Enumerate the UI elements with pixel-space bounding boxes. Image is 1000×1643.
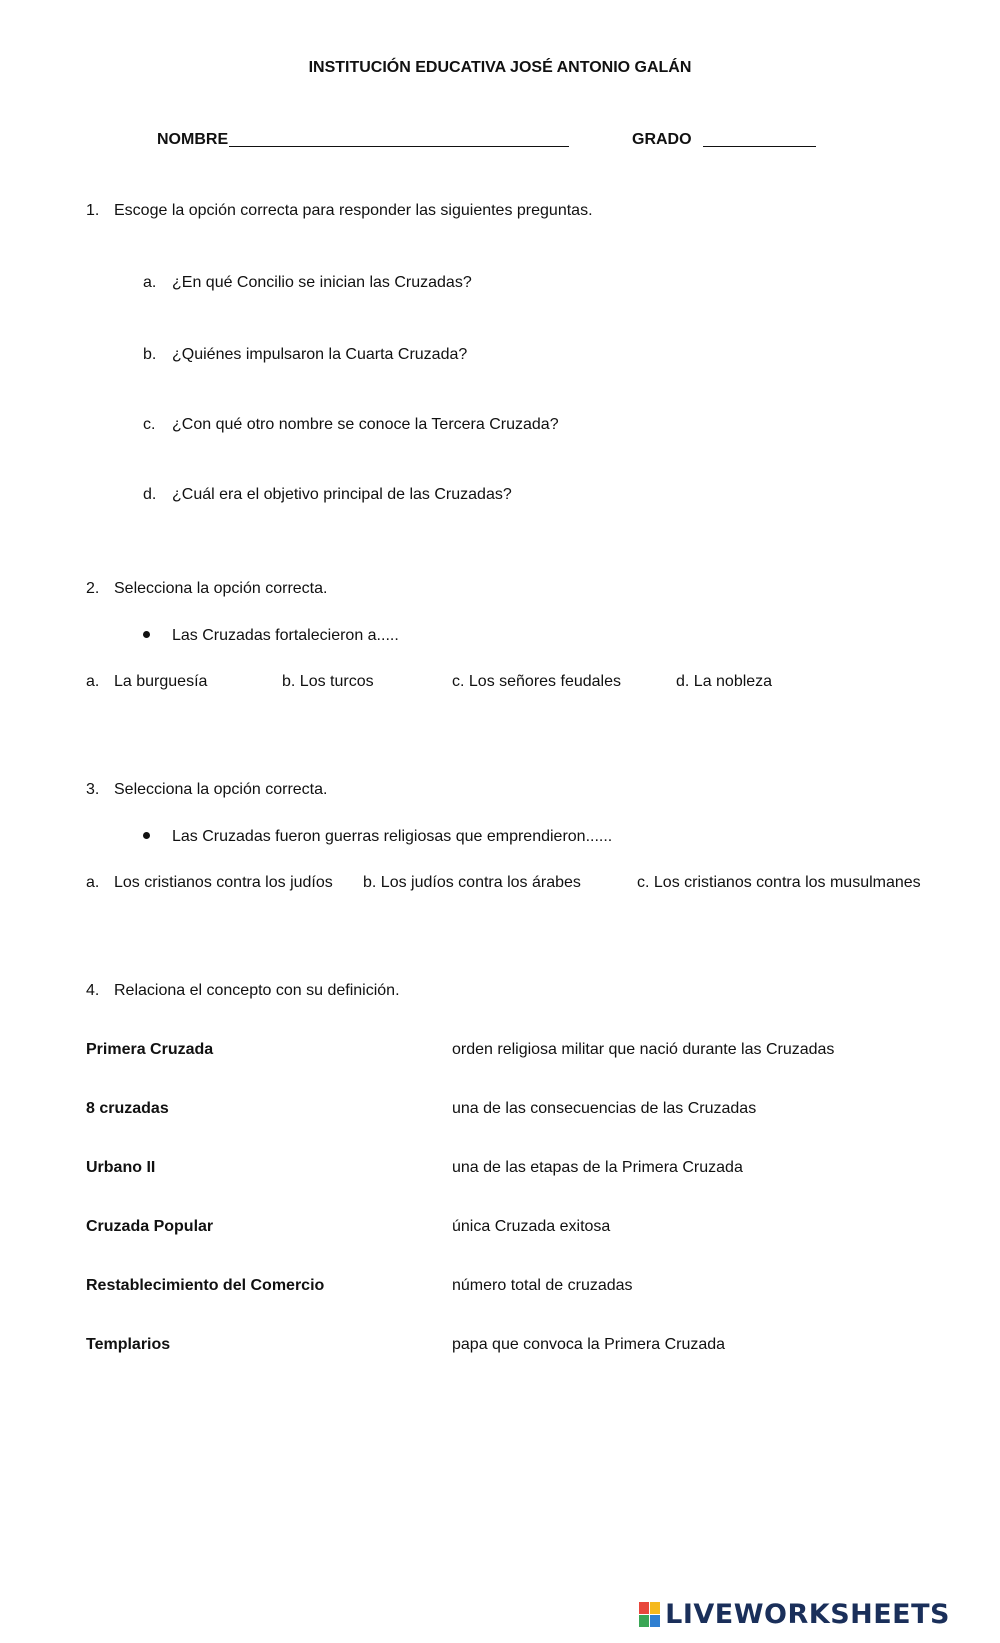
q1-number: 1. (86, 202, 100, 219)
q4-concept[interactable]: Primera Cruzada (86, 1041, 214, 1058)
q3-option-a-letter: a. (86, 874, 100, 891)
q4-definition[interactable]: única Cruzada exitosa (452, 1218, 611, 1235)
q2-option-a-letter: a. (86, 673, 100, 690)
q1-item-c-letter: c. (143, 416, 156, 433)
q3-bullet (143, 827, 150, 847)
q4-definition[interactable]: una de las consecuencias de las Cruzadas (452, 1100, 757, 1117)
q3-prompt: Selecciona la opción correcta. (114, 781, 328, 798)
q3-statement: Las Cruzadas fueron guerras religiosas que emprendieron...... (172, 828, 613, 845)
q2-option-a[interactable]: La burguesía (114, 673, 208, 690)
q1-item-d-letter: d. (143, 486, 157, 503)
grade-field[interactable] (703, 132, 816, 147)
q2-statement: Las Cruzadas fortalecieron a..... (172, 627, 399, 644)
q3-option-c[interactable]: c. Los cristianos contra los musulmanes (637, 874, 921, 891)
q1-item-c: ¿Con qué otro nombre se conoce la Tercera Cruzada? (172, 416, 559, 433)
q1-item-a-letter: a. (143, 274, 157, 291)
logo-mark-icon (639, 1602, 661, 1628)
q1-item-a: ¿En qué Concilio se inician las Cruzadas? (172, 274, 472, 291)
logo-text: LIVEWORKSHEETS (665, 1599, 950, 1630)
q4-definition[interactable]: papa que convoca la Primera Cruzada (452, 1336, 726, 1353)
q4-definition[interactable]: una de las etapas de la Primera Cruzada (452, 1159, 743, 1176)
q1-item-b: ¿Quiénes impulsaron la Cuarta Cruzada? (172, 346, 468, 363)
q4-definition[interactable]: orden religiosa militar que nació durante las Cruzadas (452, 1041, 835, 1058)
q4-concept[interactable]: Cruzada Popular (86, 1218, 214, 1235)
q4-prompt: Relaciona el concepto con su definición. (114, 982, 400, 999)
name-field[interactable] (229, 132, 569, 147)
q1-item-b-letter: b. (143, 346, 157, 363)
q3-option-b[interactable]: b. Los judíos contra los árabes (363, 874, 581, 891)
q1-item-d: ¿Cuál era el objetivo principal de las Cruzadas? (172, 486, 512, 503)
q4-definition[interactable]: número total de cruzadas (452, 1277, 633, 1294)
q4-concept[interactable]: 8 cruzadas (86, 1100, 169, 1117)
q2-option-d[interactable]: d. La nobleza (676, 673, 773, 690)
q3-option-a[interactable]: Los cristianos contra los judíos (114, 874, 333, 891)
q4-number: 4. (86, 982, 100, 999)
q2-bullet (143, 626, 150, 646)
name-label: NOMBRE (157, 131, 229, 148)
page-title: INSTITUCIÓN EDUCATIVA JOSÉ ANTONIO GALÁN (308, 59, 692, 76)
q2-option-c[interactable]: c. Los señores feudales (452, 673, 621, 690)
grade-label: GRADO (632, 131, 692, 148)
q2-prompt: Selecciona la opción correcta. (114, 580, 328, 597)
q2-number: 2. (86, 580, 100, 597)
q4-concept[interactable]: Restablecimiento del Comercio (86, 1277, 325, 1294)
q3-number: 3. (86, 781, 100, 798)
q4-concept[interactable]: Urbano II (86, 1159, 156, 1176)
q4-concept[interactable]: Templarios (86, 1336, 171, 1353)
q2-option-b[interactable]: b. Los turcos (282, 673, 374, 690)
liveworksheets-logo (639, 1600, 950, 1630)
q1-prompt: Escoge la opción correcta para responder las siguientes preguntas. (114, 202, 593, 219)
